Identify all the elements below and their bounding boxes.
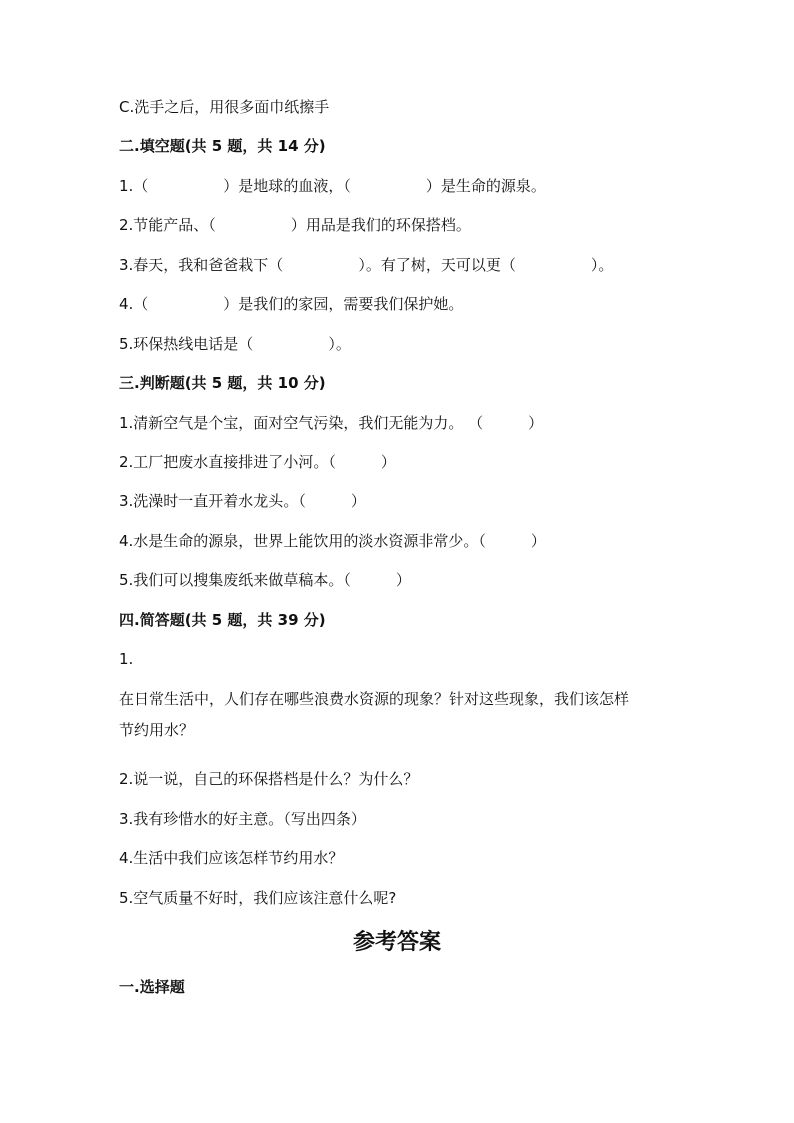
short-question-1-text: 在日常生活中，人们存在哪些浪费水资源的现象？针对这些现象，我们该怎样 xyxy=(119,690,630,708)
judge-question-4: 4.水是生命的源泉，世界上能饮用的淡水资源非常少。（ ） xyxy=(119,532,546,550)
short-question-5: 5.空气质量不好时，我们应该注意什么呢? xyxy=(119,889,397,907)
short-question-1-number: 1. xyxy=(119,650,134,668)
short-question-2: 2.说一说，自己的环保搭档是什么？为什么？ xyxy=(119,770,419,788)
section-true-false-title: 三.判断题(共 5 题，共 10 分) xyxy=(119,374,326,392)
q1-option-c: C.洗手之后，用很多面巾纸擦手 xyxy=(119,98,330,116)
judge-question-2: 2.工厂把废水直接排进了小河。（ ） xyxy=(119,453,396,471)
judge-question-5: 5.我们可以搜集废纸来做草稿本。（ ） xyxy=(119,571,411,589)
judge-question-1: 1.清新空气是个宝，面对空气污染，我们无能为力。 （ ） xyxy=(119,414,544,432)
fill-question-2: 2.节能产品、（ ）用品是我们的环保搭档。 xyxy=(119,216,471,234)
fill-question-5: 5.环保热线电话是（ ）。 xyxy=(119,335,351,353)
short-question-3: 3.我有珍惜水的好主意。（写出四条） xyxy=(119,810,366,828)
short-question-4: 4.生活中我们应该怎样节约用水？ xyxy=(119,849,344,867)
answer-section-choice-title: 一.选择题 xyxy=(119,978,185,996)
judge-question-3: 3.洗澡时一直开着水龙头。（ ） xyxy=(119,492,366,510)
fill-question-1: 1.（ ）是地球的血液，（ ）是生命的源泉。 xyxy=(119,177,546,195)
fill-question-3: 3.春天，我和爸爸栽下（ ）。有了树，天可以更（ ）。 xyxy=(119,256,614,274)
fill-question-4: 4.（ ）是我们的家园，需要我们保护她。 xyxy=(119,295,464,313)
section-short-answer-title: 四.简答题(共 5 题，共 39 分) xyxy=(119,611,326,629)
answer-key-title: 参考答案 xyxy=(352,929,441,955)
section-fill-in-title: 二.填空题(共 5 题，共 14 分) xyxy=(119,137,326,155)
short-question-1-text-cont: 节约用水？ xyxy=(119,721,195,739)
